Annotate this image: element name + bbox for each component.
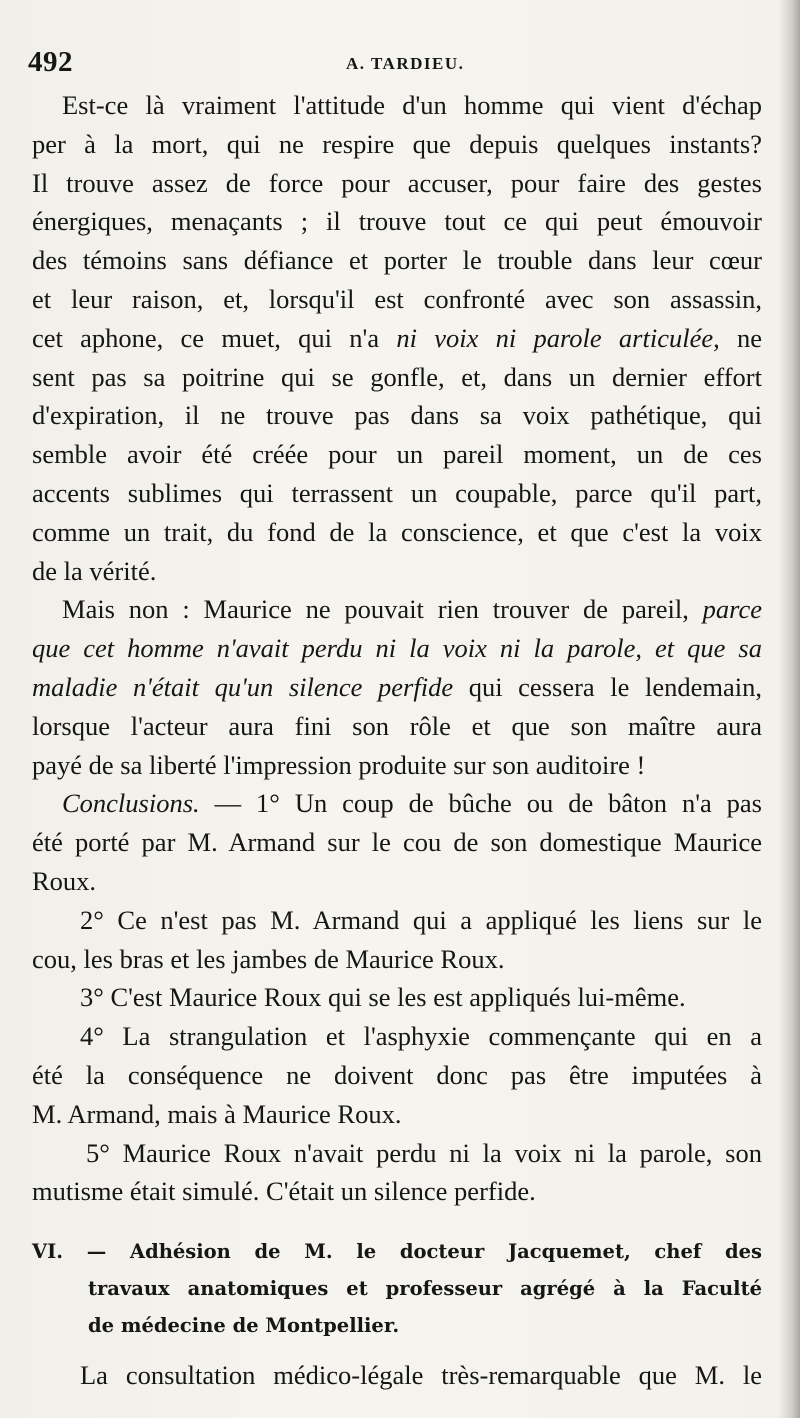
text-line: été la conséquence ne doivent donc pas être imputées à xyxy=(32,1059,762,1090)
text-line: sent pas sa poitrine qui se gonfle, et, dans un dernier effort xyxy=(32,361,762,392)
text-line: 3° C'est Maurice Roux qui se les est appliqués lui-même. xyxy=(80,982,686,1013)
text-line: semble avoir été créée pour un pareil moment, un de ces xyxy=(32,439,762,470)
text-line: énergiques, menaçants ; il trouve tout ce qui peut émouvoir xyxy=(32,206,762,237)
text-line: Roux. xyxy=(32,865,97,896)
text-line: de la vérité. xyxy=(32,555,157,586)
italic-span: ni voix ni parole articulée, xyxy=(396,322,720,353)
page-header xyxy=(28,46,760,82)
text-span: qui cessera le lendemain, xyxy=(453,671,762,702)
text-span: — 1° Un coup de bûche ou de bâton n'a pas xyxy=(199,788,762,819)
conclusions-label: Conclusions. xyxy=(62,788,200,819)
text-line: payé de sa liberté l'impression produite sur son auditoire ! xyxy=(32,749,646,780)
text-line: Il trouve assez de force pour accuser, pour faire des gestes xyxy=(32,167,762,198)
text-line xyxy=(32,629,762,668)
text-line: été porté par M. Armand sur le cou de son domestique Maurice xyxy=(32,827,762,858)
italic-span: maladie n'était qu'un silence perfide xyxy=(32,671,454,702)
text-line: et leur raison, et, lorsqu'il est confronté avec son assassin, xyxy=(32,283,762,314)
italic-span: que cet homme n'avait perdu ni la voix ni la parole, et que sa xyxy=(32,633,762,664)
text-span: Mais non : Maurice ne pouvait rien trouver de pareil, xyxy=(62,594,703,625)
section-heading-line: VI. — Adhésion de M. le docteur Jacquemet, chef des xyxy=(32,1240,762,1264)
text-span: cet aphone, ce muet, qui n'a xyxy=(32,322,397,353)
text-line: M. Armand, mais à Maurice Roux. xyxy=(32,1098,402,1129)
text-line: La consultation médico-légale très-remarquable que M. le xyxy=(80,1360,762,1391)
text-line: 5° Maurice Roux n'avait perdu ni la voix ni la parole, son xyxy=(86,1137,762,1168)
text-line xyxy=(32,590,762,629)
page-body xyxy=(32,86,762,1395)
section-gap xyxy=(32,1211,762,1233)
text-line: accents sublimes qui terrassent un coupable, parce qu'il part, xyxy=(32,477,762,508)
text-line: 2° Ce n'est pas M. Armand qui a appliqué les liens sur le xyxy=(80,904,762,935)
section-heading-line: de médecine de Montpellier. xyxy=(88,1314,400,1338)
text-line: mutisme était simulé. C'était un silence perfide. xyxy=(32,1176,536,1207)
page-edge-shadow xyxy=(778,0,800,1418)
text-line: cou, les bras et les jambes de Maurice Roux. xyxy=(32,943,505,974)
text-line xyxy=(32,784,762,823)
running-title: A. TARDIEU. xyxy=(346,54,465,73)
text-line: Est-ce là vraiment l'attitude d'un homme qui vient d'échap xyxy=(62,90,762,120)
text-line xyxy=(32,668,762,707)
text-line: per à la mort, qui ne respire que depuis quelques instants? xyxy=(32,128,762,159)
text-line: 4° La strangulation et l'asphyxie commençante qui en a xyxy=(80,1021,762,1052)
text-line xyxy=(32,319,762,358)
text-line: comme un trait, du fond de la conscience, et que c'est la voix xyxy=(32,516,762,547)
text-line: lorsque l'acteur aura fini son rôle et que son maître aura xyxy=(32,710,762,741)
section-heading xyxy=(32,1233,762,1344)
italic-span: parce xyxy=(702,594,762,625)
text-line: d'expiration, il ne trouve pas dans sa voix pathétique, qui xyxy=(32,400,762,431)
section-heading-line: travaux anatomiques et professeur agrégé à la Faculté xyxy=(88,1277,762,1301)
page-number: 492 xyxy=(28,46,73,78)
text-line: des témoins sans défiance et porter le trouble dans leur cœur xyxy=(32,245,762,276)
text-span: ne xyxy=(719,322,762,353)
